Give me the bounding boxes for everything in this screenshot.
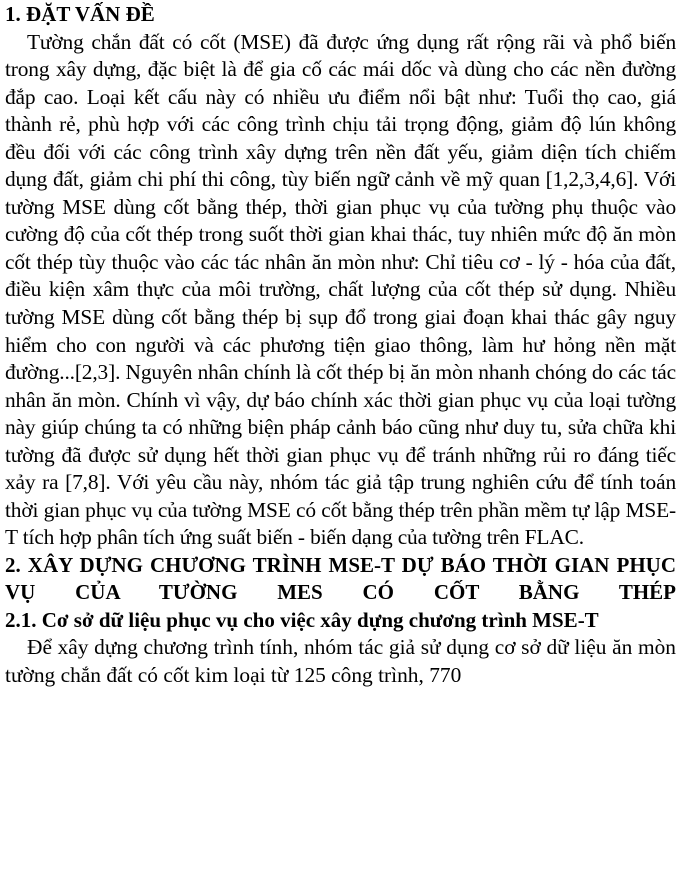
section-1-heading: 1. ĐẶT VẤN ĐỀ <box>5 2 155 26</box>
section-2-heading: 2. XÂY DỰNG CHƯƠNG TRÌNH MSE-T DỰ BÁO THỜI GIAN PHỤC VỤ CỦA TƯỜNG MES CÓ CỐT BẰNG THÉP <box>5 552 676 605</box>
section-2-1-paragraph: Để xây dựng chương trình tính, nhóm tác giả sử dụng cơ sở dữ liệu ăn mòn tường chắn đất có cốt kim loại từ 125 công trình, 770 <box>5 635 676 687</box>
section-2-1-heading: 2.1. Cơ sở dữ liệu phục vụ cho việc xây dựng chương trình MSE-T <box>5 607 599 632</box>
section-1-paragraph: Tường chắn đất có cốt (MSE) đã được ứng dụng rất rộng rãi và phổ biến trong xây dựng, đặc biệt là để gia cố các mái dốc và dùng cho các nền đường đắp cao. Loại kết cấu này có nhiều ưu điểm nổi bật như: Tuổi thọ cao, giá thành rẻ, phù hợp với các công trình chịu tải trọng động, giảm độ lún không đều đối với các công trình xây dựng trên nền đất yếu, giảm diện tích chiếm dụng đất, giảm chi phí thi công, tùy biến ngữ cảnh về mỹ quan [1,2,3,4,6]. Với tường MSE dùng cốt bằng thép, thời gian phục vụ của tường phụ thuộc vào cường độ của cốt thép trong suốt thời gian khai thác, tuy nhiên mức độ ăn mòn cốt thép tùy thuộc vào các tác nhân ăn mòn như: Chỉ tiêu cơ - lý - hóa của đất, điều kiện xâm thực của môi trường, chất lượng của cốt thép sử dụng. Nhiều tường MSE dùng cốt bằng thép bị sụp đổ trong giai đoạn khai thác gây nguy hiểm cho con người và các phương tiện giao thông, làm hư hỏng nền mặt đường...[2,3]. Nguyên nhân chính là cốt thép bị ăn mòn nhanh chóng do các tác nhân ăn mòn. Chính vì vậy, dự báo chính xác thời gian phục vụ của loại tường này giúp chúng ta có những biện pháp cảnh báo cũng như duy tu, sửa chữa khi tường đã được sử dụng hết thời gian phục vụ để tránh những rủi ro đáng tiếc xảy ra [7,8]. Với yêu cầu này, nhóm tác giả tập trung nghiên cứu để tính toán thời gian phục vụ của tường MSE có cốt bằng thép trên phần mềm tự lập MSE-T tích hợp phân tích ứng suất biến - biến dạng của tường trên FLAC. <box>5 29 676 550</box>
